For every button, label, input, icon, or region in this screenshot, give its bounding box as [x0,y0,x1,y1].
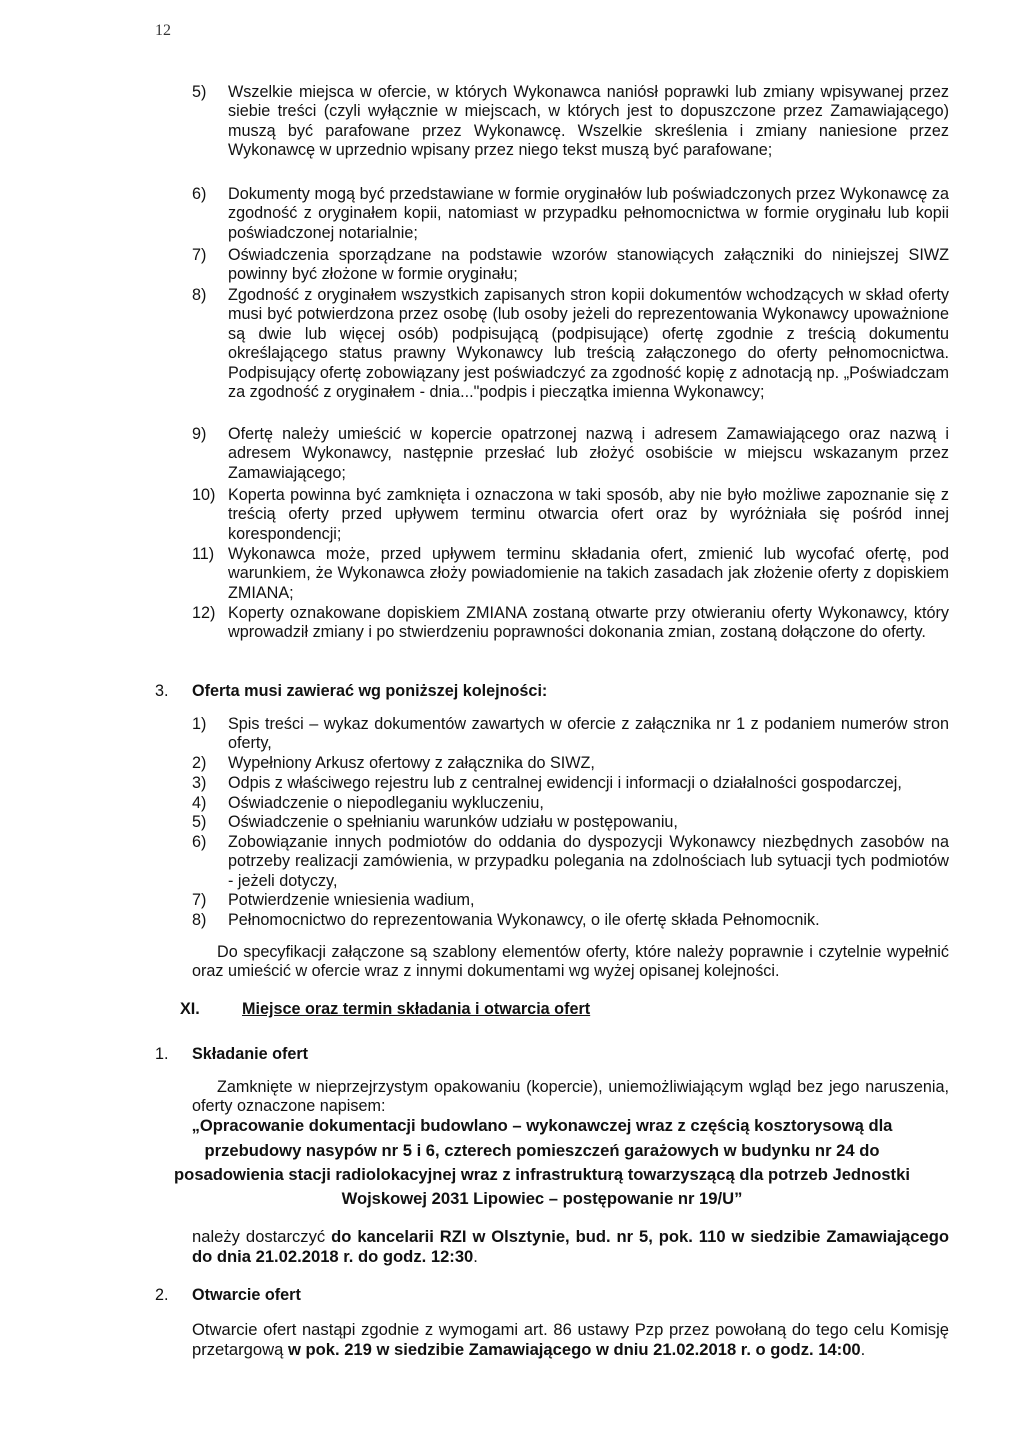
tender-title-line: przebudowy nasypów nr 5 i 6, czterech pomieszczeń garażowych w budynku nr 24 do [204,1141,880,1160]
list-item-text: Oświadczenie o niepodleganiu wykluczeniu, [228,794,544,812]
list-item [192,246,949,285]
list-item [192,545,949,603]
list-item-text: Oświadczenia sporządzane na podstawie wzorów stanowiących załączniki do niniejszej SIWZ powinny być złożone w formie oryginału; [228,246,949,284]
list-item-number: 9) [192,425,207,443]
list-item-number: 8) [192,286,207,304]
list-item-text: Pełnomocnictwo do reprezentowania Wykonawcy, o ile ofertę składa Pełnomocnik. [228,911,820,929]
delivery-suffix: . [473,1247,478,1266]
subsection-number: 2. [155,1286,169,1304]
list-item-text: Potwierdzenie wniesienia wadium, [228,891,475,909]
list-item-number: 12) [192,604,216,622]
list-item [192,715,949,754]
delivery-prefix: należy dostarczyć [192,1227,326,1246]
list-item-text: Wypełniony Arkusz ofertowy z załącznika do SIWZ, [228,754,595,772]
list-item [192,185,949,243]
opening-prefix: Otwarcie ofert nastąpi zgodnie z wymogami art. 86 ustawy Pzp przez powołaną do tego celu Komisję przetargową [192,1320,949,1359]
section-number: 3. [155,682,169,700]
tender-title-line: „Opracowanie dokumentacji budowlano – wykonawczej wraz z częścią kosztorysową dla [191,1116,893,1135]
opening-suffix: . [860,1340,866,1359]
delivery-instruction [192,1227,949,1267]
list-item-text: Ofertę należy umieścić w kopercie opatrzonej nazwą i adresem Zamawiającego oraz nazwą i adresem Wykonawcy, następnie przesłać lub złożyć osobiście w miejscu wskazanym przez Zamawiającego; [228,425,949,482]
list-item [192,833,949,891]
tender-title-line: posadowienia stacji radiolokacyjnej wraz z infrastrukturą towarzyszącą dla potrzeb Jednostki [174,1165,910,1184]
list-item-text: Oświadczenie o spełnianiu warunków udziału w postępowaniu, [228,813,678,831]
subsection-intro: Zamknięte w nieprzejrzystym opakowaniu (kopercie), uniemożliwiającym wgląd bez jego naruszenia, oferty oznaczone napisem: [192,1078,949,1116]
list-item-number: 5) [192,83,207,101]
subsection-title: Otwarcie ofert [192,1286,301,1304]
list-item [192,425,949,483]
list-item [192,813,949,832]
subsection-title: Składanie ofert [192,1045,309,1063]
list-item-number: 7) [192,246,207,264]
list-item-number: 2) [192,754,207,772]
list-item-text: Zobowiązanie innych podmiotów do oddania do dyspozycji Wykonawcy niezbędnych zasobów na potrzeby realizacji zamówienia, w przypadku polegania na zdolnościach lub sytuacji tych podmiotów - jeżeli dotyczy, [228,833,949,890]
chapter-number: XI. [180,1000,200,1018]
list-item-number: 11) [192,545,215,563]
delivery-details: do kancelarii RZI w Olsztynie, bud. nr 5, pok. 110 w siedzibie Zamawiającego do dnia 21.02.2018 r. do godz. 12:30 [192,1227,949,1266]
list-item [192,911,949,930]
opening-instruction [192,1320,949,1360]
list-item-number: 4) [192,794,207,812]
chapter-title: Miejsce oraz termin składania i otwarcia ofert [242,1000,591,1018]
list-item [192,754,949,773]
section-heading: Oferta musi zawierać wg poniższej kolejności: [192,682,548,700]
subsection-number: 1. [155,1045,169,1063]
list-item [192,286,949,402]
list-item-number: 3) [192,774,207,792]
list-item-text: Wszelkie miejsca w ofercie, w których Wykonawca naniósł poprawki lub zmiany wpisywanej przez siebie treści (czyli wyłącznie w miejscach, w których jest to dopuszczone przez Zamawiającego) muszą być parafowane przez Wykonawcę. Wszelkie skreślenia i zmiany naniesione przez Wykonawcę w uprzednio wpisany przez niego tekst muszą być parafowane; [228,83,949,160]
list-item-number: 6) [192,833,207,851]
list-item [192,774,949,793]
list-item [192,794,949,813]
list-item-number: 7) [192,891,207,909]
page-number: 12 [155,22,171,39]
list-item-text: Zgodność z oryginałem wszystkich zapisanych stron kopii dokumentów wchodzących w skład oferty musi być potwierdzona przez osobę (lub osoby jeżeli do reprezentowania Wykonawcy upoważnione są dwie lub więcej osób) podpisującą (podpisujące) ofertę zgodnie z treścią dokumentu określającego status prawny Wykonawcy lub treścią załączonego do oferty pełnomocnictwa. Podpisujący ofertę zobowiązany jest poświadczyć za zgodność kopię z adnotacją np. „Poświadczam za zgodność z oryginałem - dnia..."podpis i pieczątka imienna Wykonawcy; [228,286,949,402]
list-item [192,891,949,910]
list-item-text: Odpis z właściwego rejestru lub z centralnej ewidencji i informacji o działalności gospodarczej, [228,774,902,792]
list-item [192,604,949,643]
list-item-number: 6) [192,185,207,203]
list-item [192,83,949,161]
list-item-number: 1) [192,715,207,733]
list-item [192,486,949,544]
tender-title-line: Wojskowej 2031 Lipowiec – postępowanie nr 19/U” [341,1189,743,1208]
list-item-text: Koperta powinna być zamknięta i oznaczona w taki sposób, aby nie było możliwe zapoznanie się z treścią oferty przed upływem terminu otwarcia ofert oraz by wyróżniała się pośród innej korespondencji; [228,486,949,543]
list-item-number: 5) [192,813,207,831]
list-item-number: 10) [192,486,216,504]
list-item-text: Spis treści – wykaz dokumentów zawartych w ofercie z załącznika nr 1 z podaniem numerów stron oferty, [228,715,949,753]
list-item-text: Koperty oznakowane dopiskiem ZMIANA zostaną otwarte przy otwieraniu oferty Wykonawcy, który wprowadził zmiany i po stwierdzeniu poprawności dokonania zmian, zostaną dołączone do oferty. [228,604,949,642]
list-item-number: 8) [192,911,207,929]
opening-details: w pok. 219 w siedzibie Zamawiającego w dniu 21.02.2018 r. o godz. 14:00 [287,1340,861,1359]
list-item-text: Wykonawca może, przed upływem terminu składania ofert, zmienić lub wycofać ofertę, pod warunkiem, że Wykonawca złoży powiadomienie na takich zasadach jak złożenie oferty z dopiskiem ZMIANA; [228,545,949,602]
list-item-text: Dokumenty mogą być przedstawiane w formie oryginałów lub poświadczonych przez Wykonawcę za zgodność z oryginałem kopii, natomiast w przypadku pełnomocnictwa w formie oryginału lub kopii poświadczonej notarialnie; [228,185,949,242]
section-note: Do specyfikacji załączone są szablony elementów oferty, które należy poprawnie i czytelnie wypełnić oraz umieścić w ofercie wraz z innymi dokumentami wg wyżej opisanej kolejności. [192,943,949,981]
